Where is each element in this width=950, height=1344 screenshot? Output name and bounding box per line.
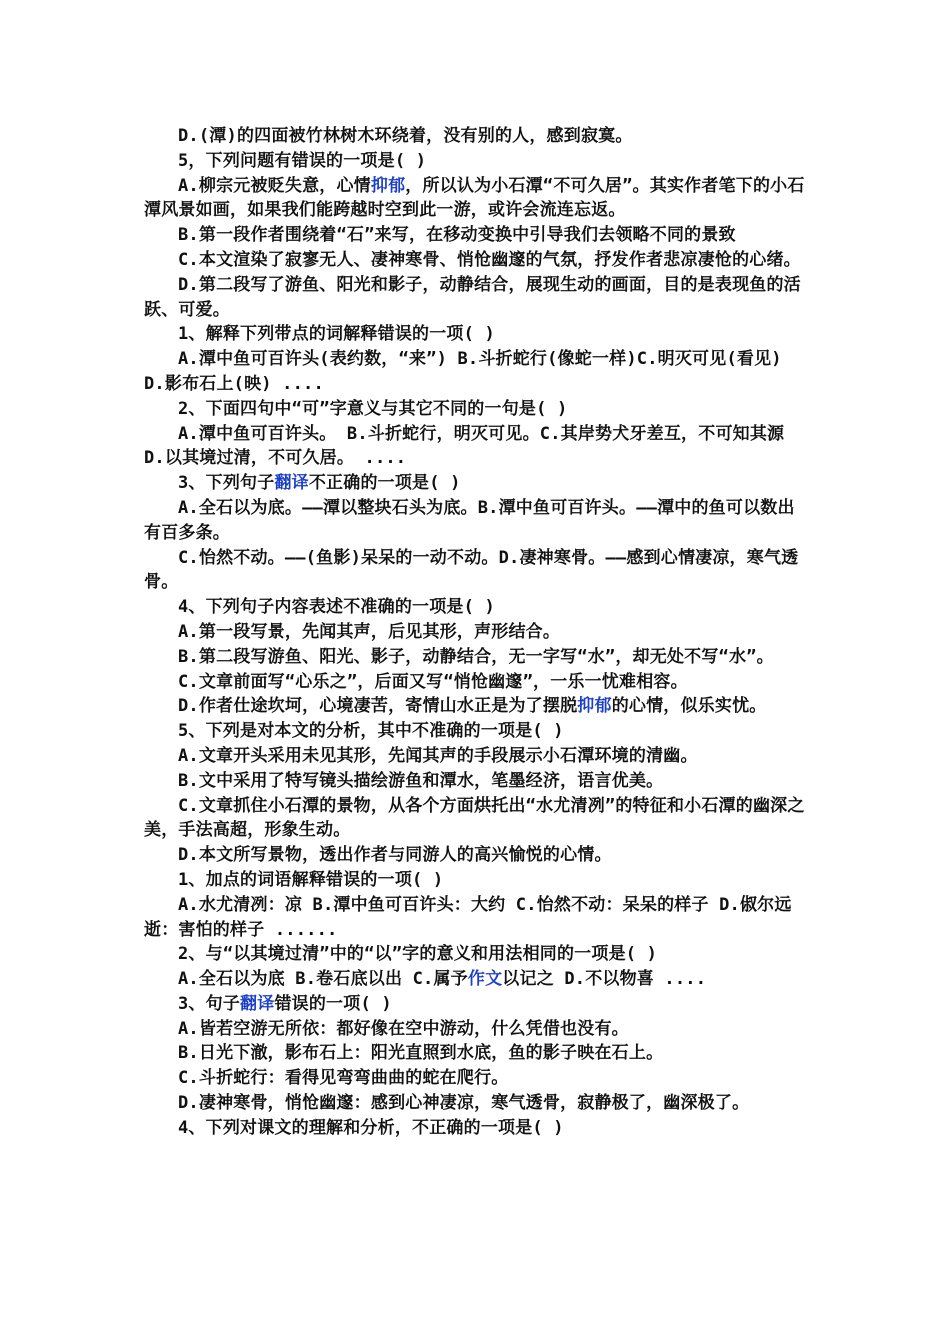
text-run: 1、加点的词语解释错误的一项( ) [178,869,444,890]
text-line [144,794,809,844]
text-run: 2、与“以其境过清”中的“以”字的意义和用法相同的一项是( ) [178,944,658,965]
text-run: 的心情，似乐实忧。 [611,696,767,717]
text-run: D.(潭)的四面被竹林树木环绕着，没有别的人，感到寂寞。 [178,126,633,146]
text-run: 2、下面四句中“可”字意义与其它不同的一句是( ) [178,398,568,419]
text-run: 5、下列是对本文的分析，其中不准确的一项是( ) [178,721,564,742]
text-run: B.日光下澈，影布石上：阳光直照到水底，鱼的影子映在石上。 [178,1043,664,1064]
text-run: A.柳宗元被贬失意，心情 [178,175,371,196]
text-run: A.潭中鱼可百许头(表约数，“来”) B.斗折蛇行(像蛇一样)C.明灭可见(看见) D.影布石上(映) .... [144,349,782,394]
text-line [144,868,809,893]
text-line [144,322,809,347]
text-run: A.潭中鱼可百许头。 B.斗折蛇行，明灭可见。C.其岸势犬牙差互，不可知其源 D.以其境过清，不可久居。 .... [144,423,785,469]
text-run: A.全石以为底。——潭以整块石头为底。B.潭中鱼可百许头。——潭中的鱼可以数出有百多条。 [144,497,795,543]
text-line [144,942,809,967]
text-line [144,1091,809,1116]
text-line [144,595,809,620]
text-run: A.全石以为底 B.卷石底以出 C.属予 [178,969,468,990]
text-run: 不正确的一项是( ) [308,473,461,494]
text-run: 以记之 D.不以物喜 .... [502,969,707,990]
text-line [144,645,809,670]
text-line [144,893,809,943]
text-line [144,149,809,174]
text-line [144,422,809,472]
text-run: C.斗折蛇行：看得见弯弯曲曲的蛇在爬行。 [178,1068,509,1089]
text-line [144,248,809,273]
text-line [144,273,809,323]
text-line [144,397,809,422]
text-run: 3、句子 [178,993,241,1014]
text-run: 错误的一项( ) [274,993,392,1014]
text-line [144,1066,809,1091]
text-line [144,769,809,794]
text-run: D.凄神寒骨，悄怆幽邃：感到心神凄凉，寒气透骨，寂静极了，幽深极了。 [178,1093,750,1114]
text-line [144,967,809,992]
text-run: 3、下列句子 [178,473,275,494]
text-line [144,471,809,496]
text-line [144,744,809,769]
text-run: 4、下列对课文的理解和分析，不正确的一项是( ) [178,1117,564,1138]
text-run: 5，下列问题有错误的一项是( ) [178,150,427,171]
keyword-link[interactable]: 翻译 [274,473,309,494]
text-line [144,174,809,224]
text-run: C.文章前面写“心乐之”，后面又写“悄怆幽邃”，一乐一忧难相容。 [178,671,688,692]
text-line [144,843,809,868]
text-run: 4、下列句子内容表述不准确的一项是( ) [178,597,495,618]
text-line [144,546,809,596]
text-run: D.本文所写景物，透出作者与同游人的高兴愉悦的心情。 [178,845,612,866]
text-line [144,992,809,1017]
text-line [144,124,809,149]
text-line [144,694,809,719]
text-run: B.文中采用了特写镜头描绘游鱼和潭水，笔墨经济，语言优美。 [178,770,664,791]
text-run: ，所以认为小石潭“不可久居”。其实作者笔下的小石潭风景如画，如果我们能跨越时空到此一游，或许会流连忘返。 [144,175,805,221]
keyword-link[interactable]: 抑郁 [370,175,406,196]
text-line [144,620,809,645]
text-run: A.文章开头采用未见其形，先闻其声的手段展示小石潭环境的清幽。 [178,745,698,766]
keyword-link[interactable]: 作文 [467,969,503,990]
text-line [144,496,809,546]
text-line [144,670,809,695]
text-run: D.作者仕途坎坷，心境凄苦，寄情山水正是为了摆脱 [178,696,578,717]
text-run: B.第二段写游鱼、阳光、影子，动静结合，无一字写“水”，却无处不写“水”。 [178,646,774,667]
text-line [144,1116,809,1141]
text-line [144,1017,809,1042]
text-run: B.第一段作者围绕着“石”来写，在移动变换中引导我们去领略不同的景致 [178,225,736,246]
text-run: A.水尤清冽：凉 B.潭中鱼可百许头：大约 C.怡然不动：呆呆的样子 D.俶尔远逝：害怕的样子 ...... [144,894,792,940]
text-line [144,1041,809,1066]
document-body [144,124,809,1141]
keyword-link[interactable]: 抑郁 [577,696,612,717]
text-run: A.皆若空游无所依：都好像在空中游动，什么凭借也没有。 [178,1018,629,1039]
text-run: D.第二段写了游鱼、阳光和影子，动静结合，展现生动的画面，目的是表现鱼的活跃、可爱。 [144,274,801,320]
text-line [144,347,809,397]
text-line [144,223,809,248]
keyword-link[interactable]: 翻译 [240,993,275,1014]
text-line [144,719,809,744]
text-run: C.怡然不动。——(鱼影)呆呆的一动不动。D.凄神寒骨。——感到心情凄凉，寒气透骨。 [144,547,799,593]
text-run: C.本文渲染了寂寥无人、凄神寒骨、悄怆幽邃的气氛，抒发作者悲凉凄怆的心绪。 [178,249,801,270]
text-run: 1、解释下列带点的词解释错误的一项( ) [178,324,495,345]
text-run: A.第一段写景，先闻其声，后见其形，声形结合。 [178,621,561,642]
text-run: C.文章抓住小石潭的景物，从各个方面烘托出“水尤清冽”的特征和小石潭的幽深之美，手法高超，形象生动。 [144,795,805,841]
